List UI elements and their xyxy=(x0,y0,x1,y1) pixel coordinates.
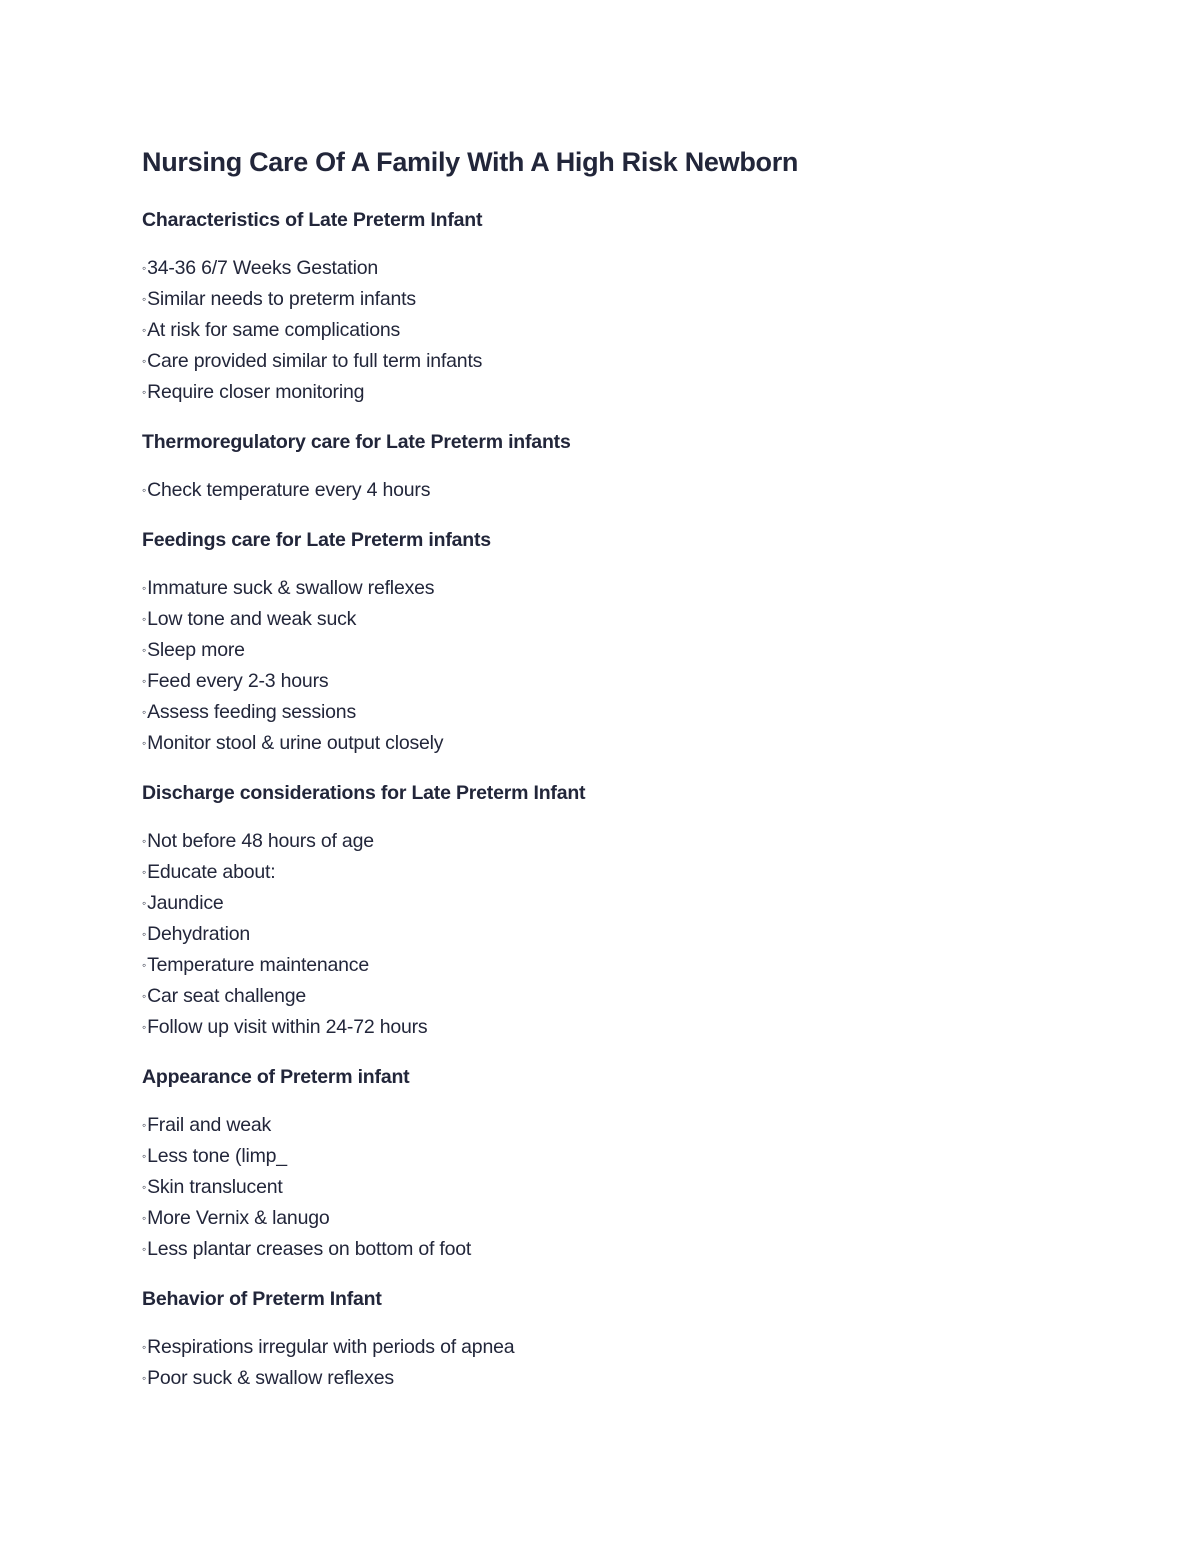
section-heading: Appearance of Preterm infant xyxy=(142,1066,410,1088)
section-heading: Characteristics of Late Preterm Infant xyxy=(142,209,483,231)
list-item: ◦Assess feeding sessions xyxy=(142,701,356,723)
bullet-icon: ◦ xyxy=(142,261,147,275)
bullet-icon: ◦ xyxy=(142,612,147,626)
bullet-icon: ◦ xyxy=(142,1211,147,1225)
section-thermoregulatory-care xyxy=(142,429,1122,506)
document-title: Nursing Care Of A Family With A High Risk Newborn xyxy=(142,147,799,177)
list-item: ◦Temperature maintenance xyxy=(142,954,370,976)
list-item: ◦Respirations irregular with periods of apnea xyxy=(142,1336,515,1358)
bullet-icon: ◦ xyxy=(142,1118,147,1132)
bullet-icon: ◦ xyxy=(142,989,147,1003)
section-preterm-behavior xyxy=(142,1286,1122,1394)
bullet-icon: ◦ xyxy=(142,736,147,750)
bullet-icon: ◦ xyxy=(142,958,147,972)
list-item: ◦Frail and weak xyxy=(142,1114,272,1136)
section-heading: Thermoregulatory care for Late Preterm infants xyxy=(142,431,571,453)
section-heading: Feedings care for Late Preterm infants xyxy=(142,529,491,551)
bullet-icon: ◦ xyxy=(142,581,147,595)
list-item: ◦Monitor stool & urine output closely xyxy=(142,732,444,754)
bullet-icon: ◦ xyxy=(142,1340,147,1354)
bullet-icon: ◦ xyxy=(142,1149,147,1163)
list-item: ◦Not before 48 hours of age xyxy=(142,830,374,852)
bullet-list xyxy=(142,253,1122,408)
bullet-icon: ◦ xyxy=(142,705,147,719)
list-item: ◦Less tone (limp_ xyxy=(142,1145,287,1167)
document-page xyxy=(142,142,1122,1415)
bullet-icon: ◦ xyxy=(142,896,147,910)
bullet-list xyxy=(142,826,1122,1043)
section-heading: Behavior of Preterm Infant xyxy=(142,1288,382,1310)
bullet-icon: ◦ xyxy=(142,674,147,688)
list-item: ◦Care provided similar to full term infants xyxy=(142,350,483,372)
list-item: ◦Dehydration xyxy=(142,923,251,945)
bullet-icon: ◦ xyxy=(142,927,147,941)
bullet-icon: ◦ xyxy=(142,865,147,879)
bullet-list xyxy=(142,1110,1122,1265)
list-item: ◦Sleep more xyxy=(142,639,245,661)
list-item: ◦Educate about: xyxy=(142,861,276,883)
list-item: ◦At risk for same complications xyxy=(142,319,401,341)
section-feedings-care xyxy=(142,527,1122,759)
bullet-icon: ◦ xyxy=(142,643,147,657)
bullet-icon: ◦ xyxy=(142,1242,147,1256)
bullet-list xyxy=(142,573,1122,759)
section-late-preterm-characteristics xyxy=(142,207,1122,408)
list-item: ◦Require closer monitoring xyxy=(142,381,365,403)
list-item: ◦Immature suck & swallow reflexes xyxy=(142,577,435,599)
section-preterm-appearance xyxy=(142,1064,1122,1265)
list-item: ◦Low tone and weak suck xyxy=(142,608,357,630)
list-item: ◦Less plantar creases on bottom of foot xyxy=(142,1238,472,1260)
bullet-icon: ◦ xyxy=(142,292,147,306)
bullet-icon: ◦ xyxy=(142,483,147,497)
section-heading: Discharge considerations for Late Preterm Infant xyxy=(142,782,586,804)
bullet-icon: ◦ xyxy=(142,354,147,368)
list-item: ◦Check temperature every 4 hours xyxy=(142,479,431,501)
list-item: ◦More Vernix & lanugo xyxy=(142,1207,330,1229)
bullet-list xyxy=(142,1332,1122,1394)
bullet-icon: ◦ xyxy=(142,834,147,848)
list-item: ◦Feed every 2-3 hours xyxy=(142,670,329,692)
bullet-icon: ◦ xyxy=(142,1180,147,1194)
list-item: ◦Skin translucent xyxy=(142,1176,283,1198)
bullet-icon: ◦ xyxy=(142,323,147,337)
bullet-list xyxy=(142,475,1122,506)
bullet-icon: ◦ xyxy=(142,1020,147,1034)
list-item: ◦Similar needs to preterm infants xyxy=(142,288,416,310)
bullet-icon: ◦ xyxy=(142,1371,147,1385)
list-item: ◦Jaundice xyxy=(142,892,224,914)
list-item: ◦Poor suck & swallow reflexes xyxy=(142,1367,394,1389)
section-discharge-considerations xyxy=(142,780,1122,1043)
list-item: ◦Car seat challenge xyxy=(142,985,307,1007)
bullet-icon: ◦ xyxy=(142,385,147,399)
list-item: ◦34-36 6/7 Weeks Gestation xyxy=(142,257,379,279)
list-item: ◦Follow up visit within 24-72 hours xyxy=(142,1016,428,1038)
